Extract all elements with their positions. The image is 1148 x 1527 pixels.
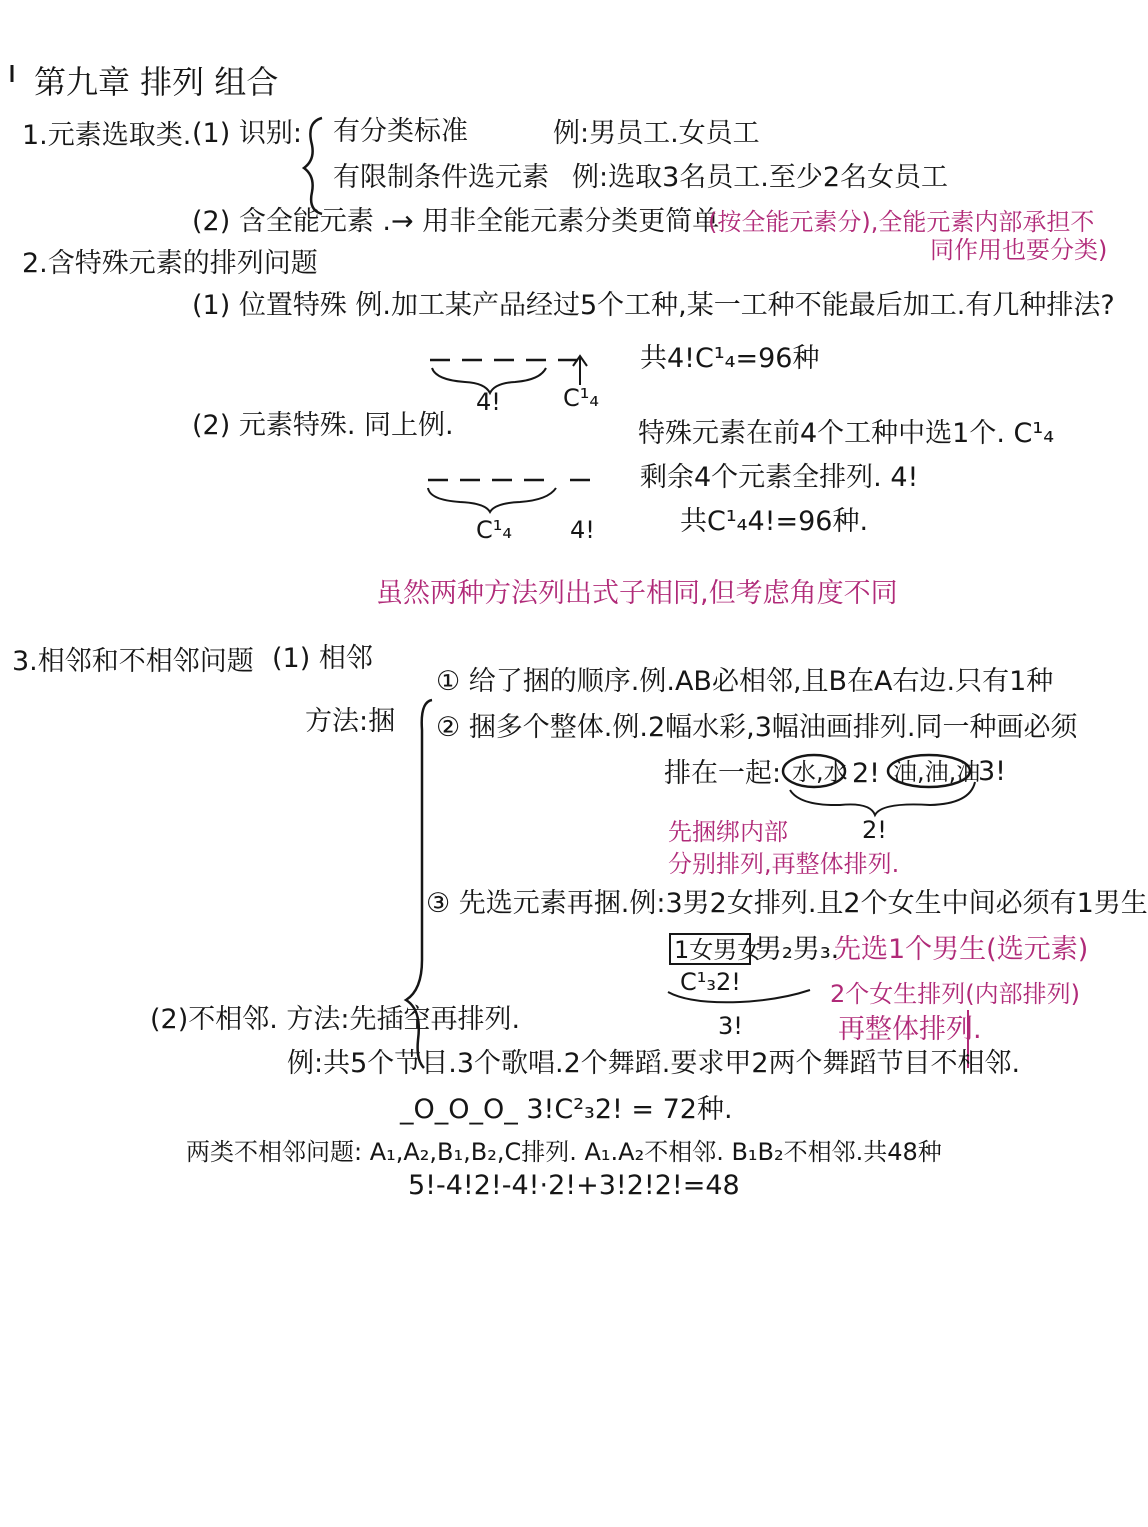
position-result: 共4!C¹₄=96种 <box>640 343 820 374</box>
oil-factorial: 3! <box>978 756 1007 787</box>
section-3-heading: 3.相邻和不相邻问题 <box>12 646 254 677</box>
brace-element <box>428 488 556 512</box>
bundle-note-1: 先捆绑内部 <box>668 818 788 846</box>
section-1-heading: 1.元素选取类. <box>22 120 192 151</box>
position-special: (1) 位置特殊 例.加工某产品经过5个工种,某一工种不能最后加工.有几种排法? <box>192 290 1115 321</box>
classify-example: 例:男员工.女员工 <box>553 118 760 149</box>
omni-element-rule: (2) 含全能元素 .→ 用非全能元素分类更简单 <box>192 206 720 237</box>
position-label-4fact: 4! <box>476 388 501 416</box>
method-bundle: 方法:捆 <box>305 706 396 737</box>
arrow-up <box>573 356 587 385</box>
identify-label: (1) 识别: <box>192 118 302 149</box>
non-adjacent-calc: _O_O_O_ 3!C²₃2! = 72种. <box>400 1094 733 1125</box>
non-adjacent-method: (2)不相邻. 方法:先插空再排列. <box>150 1004 521 1035</box>
select-note-3: 再整体排列. <box>838 1014 982 1045</box>
bundle-note-2: 分别排列,再整体排列. <box>668 850 900 878</box>
restriction-example: 例:选取3名员工.至少2名女员工 <box>572 162 949 193</box>
group-factorial: 2! <box>862 816 887 844</box>
page-title: 第九章 排列 组合 <box>34 63 279 101</box>
restriction-condition: 有限制条件选元素 <box>333 162 549 193</box>
element-step-1: 特殊元素在前4个工种中选1个. C¹₄ <box>638 418 1055 449</box>
oil-group: 油,油,油 <box>893 758 981 786</box>
omni-note-line1: (按全能元素分),全能元素内部承担不 <box>708 208 1095 236</box>
element-step-2: 剩余4个元素全排列. 4! <box>640 462 919 493</box>
curve-groups <box>790 782 975 815</box>
method-1: ① 给了捆的顺序.例.AB必相邻,且B在A右边.只有1种 <box>436 666 1054 697</box>
two-types-problem: 两类不相邻问题: A₁,A₂,B₁,B₂,C排列. A₁.A₂不相邻. B₁B₂不相邻.共48种 <box>186 1138 942 1166</box>
boys-rest: 男₂男₃. <box>755 934 840 965</box>
element-special: (2) 元素特殊. 同上例. <box>192 410 454 441</box>
girls-box-text: 1女男女 <box>674 936 762 964</box>
classify-standard: 有分类标准 <box>333 116 468 147</box>
method-3: ③ 先选元素再捆.例:3男2女排列.且2个女生中间必须有1男生 <box>426 888 1148 919</box>
section-2-heading: 2.含特殊元素的排列问题 <box>22 248 318 279</box>
select-note-2: 2个女生排列(内部排列) <box>830 980 1080 1008</box>
non-adjacent-example: 例:共5个节目.3个歌唱.2个舞蹈.要求甲2两个舞蹈节目不相邻. <box>287 1048 1021 1079</box>
omni-note-line2: 同作用也要分类) <box>930 236 1108 264</box>
element-label-c4: C¹₄ <box>476 516 512 544</box>
select-note-1: 先选1个男生(选元素) <box>834 934 1089 965</box>
element-step-3: 共C¹₄4!=96种. <box>680 506 869 537</box>
method-2: ② 捆多个整体.例.2幅水彩,3幅油画排列.同一种画必须 <box>436 712 1078 743</box>
element-label-4fact: 4! <box>570 516 595 544</box>
brace-identify <box>304 118 322 214</box>
position-label-c4: C¹₄ <box>563 384 599 412</box>
method-2-prefix: 排在一起: <box>664 758 782 789</box>
two-types-calc: 5!-4!2!-4!·2!+3!2!2!=48 <box>408 1170 740 1201</box>
comparison-note: 虽然两种方法列出式子相同,但考虑角度不同 <box>376 578 898 609</box>
select-c3: C¹₃2! <box>680 968 741 996</box>
adjacent-label: (1) 相邻 <box>272 643 373 674</box>
water-group: 水,水 <box>792 758 848 786</box>
select-3fact: 3! <box>718 1012 743 1040</box>
water-factorial: 2! <box>852 758 881 789</box>
